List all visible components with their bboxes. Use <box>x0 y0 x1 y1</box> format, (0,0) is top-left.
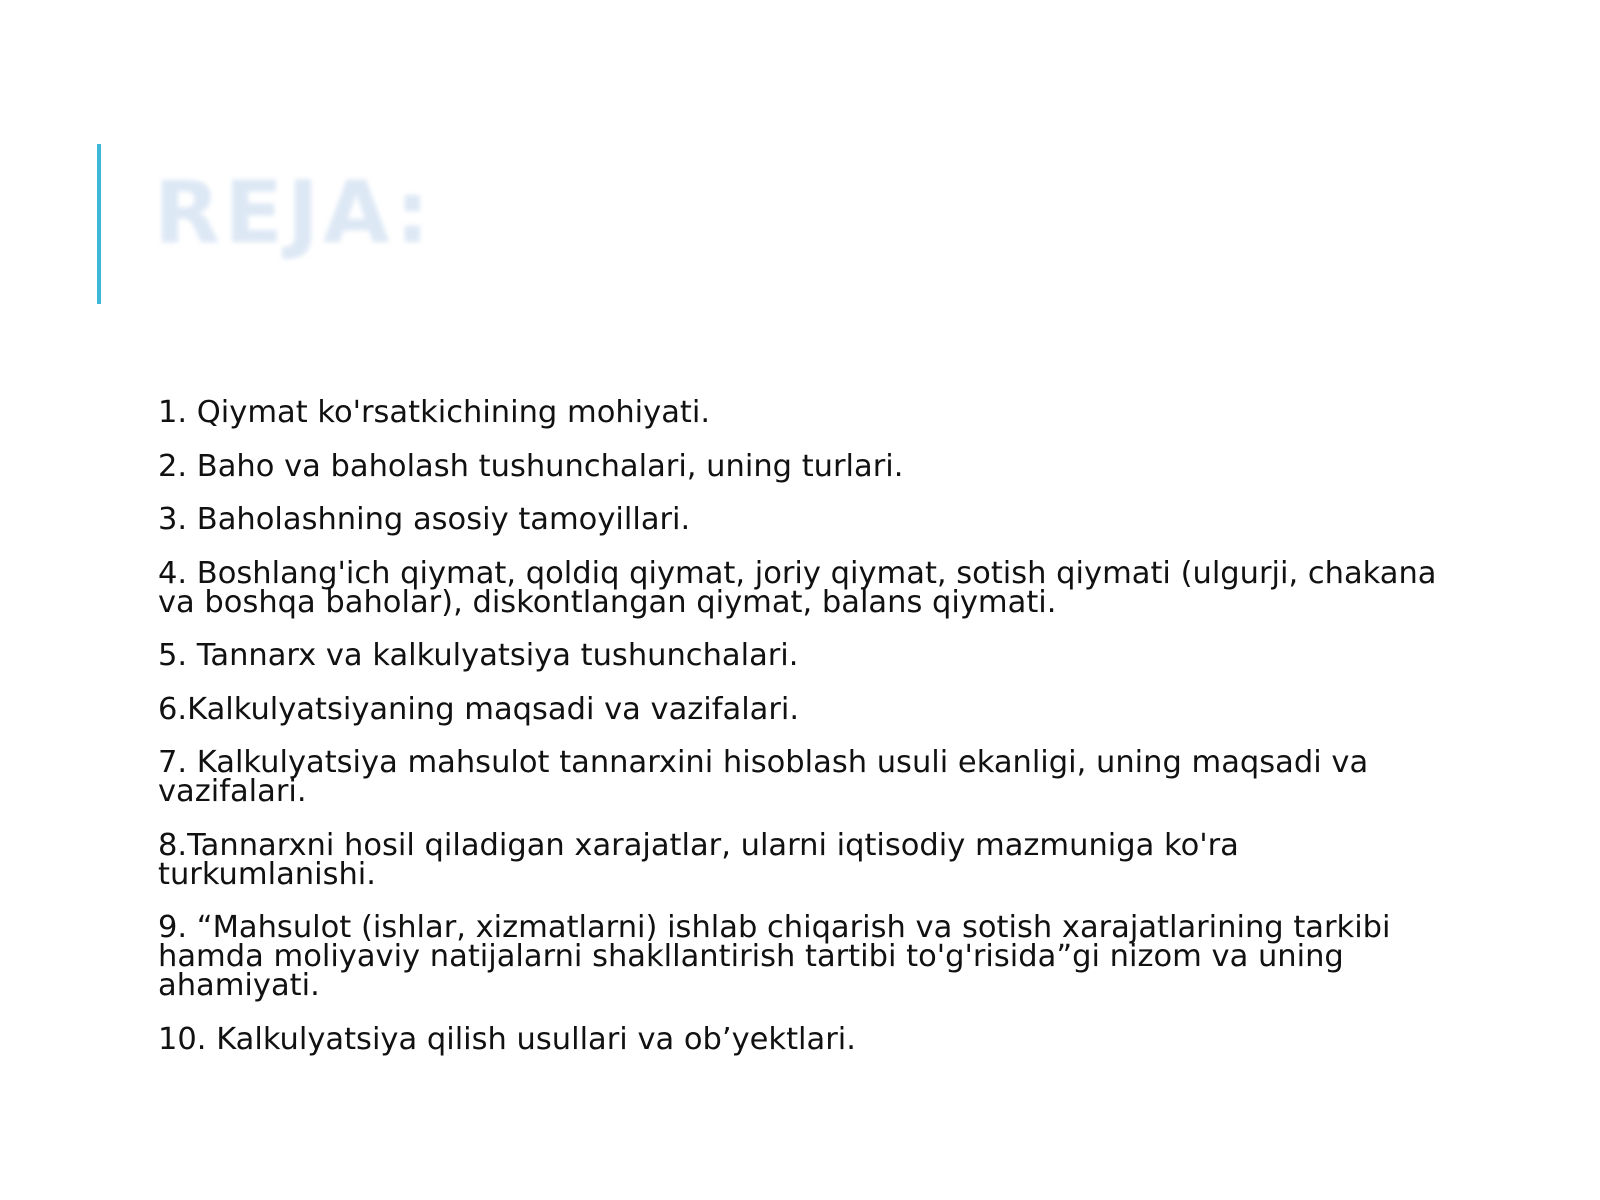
slide-title: REJA: <box>154 163 434 263</box>
plan-item-8: 8.Tannarxni hosil qiladigan xarajatlar, ularni iqtisodiy mazmuniga ko'ra turkumlanishi. <box>158 827 1239 892</box>
plan-list <box>158 395 1448 1078</box>
plan-item-3: 3. Baholashning asosiy tamoyillari. <box>158 502 691 537</box>
plan-item-6: 6.Kalkulyatsiyaning maqsadi va vazifalari. <box>158 691 800 727</box>
plan-item-1: 1. Qiymat ko'rsatkichining mohiyati. <box>158 395 711 430</box>
plan-item-7: 7. Kalkulyatsiya mahsulot tannarxini hisoblash usuli ekanligi, uning maqsadi va vazifalari. <box>158 745 1369 809</box>
plan-item-5: 5. Tannarx va kalkulyatsiya tushunchalari. <box>158 638 799 673</box>
plan-item-2: 2. Baho va baholash tushunchalari, uning turlari. <box>158 448 904 484</box>
plan-item-9: 9. “Mahsulot (ishlar, xizmatlarni) ishlab chiqarish va sotish xarajatlarining tarkibi hamda moliyaviy natijalarni shakllantirish tartibi to'g'risida”gi nizom va uning ahamiyati. <box>158 910 1391 1003</box>
title-accent-bar <box>97 144 101 304</box>
plan-item-10: 10. Kalkulyatsiya qilish usullari va ob’yektlari. <box>158 1021 856 1057</box>
plan-item-4: 4. Boshlang'ich qiymat, qoldiq qiymat, joriy qiymat, sotish qiymati (ulgurji, chakana va boshqa baholar), diskontlangan qiymat, balans qiymati. <box>158 555 1437 620</box>
